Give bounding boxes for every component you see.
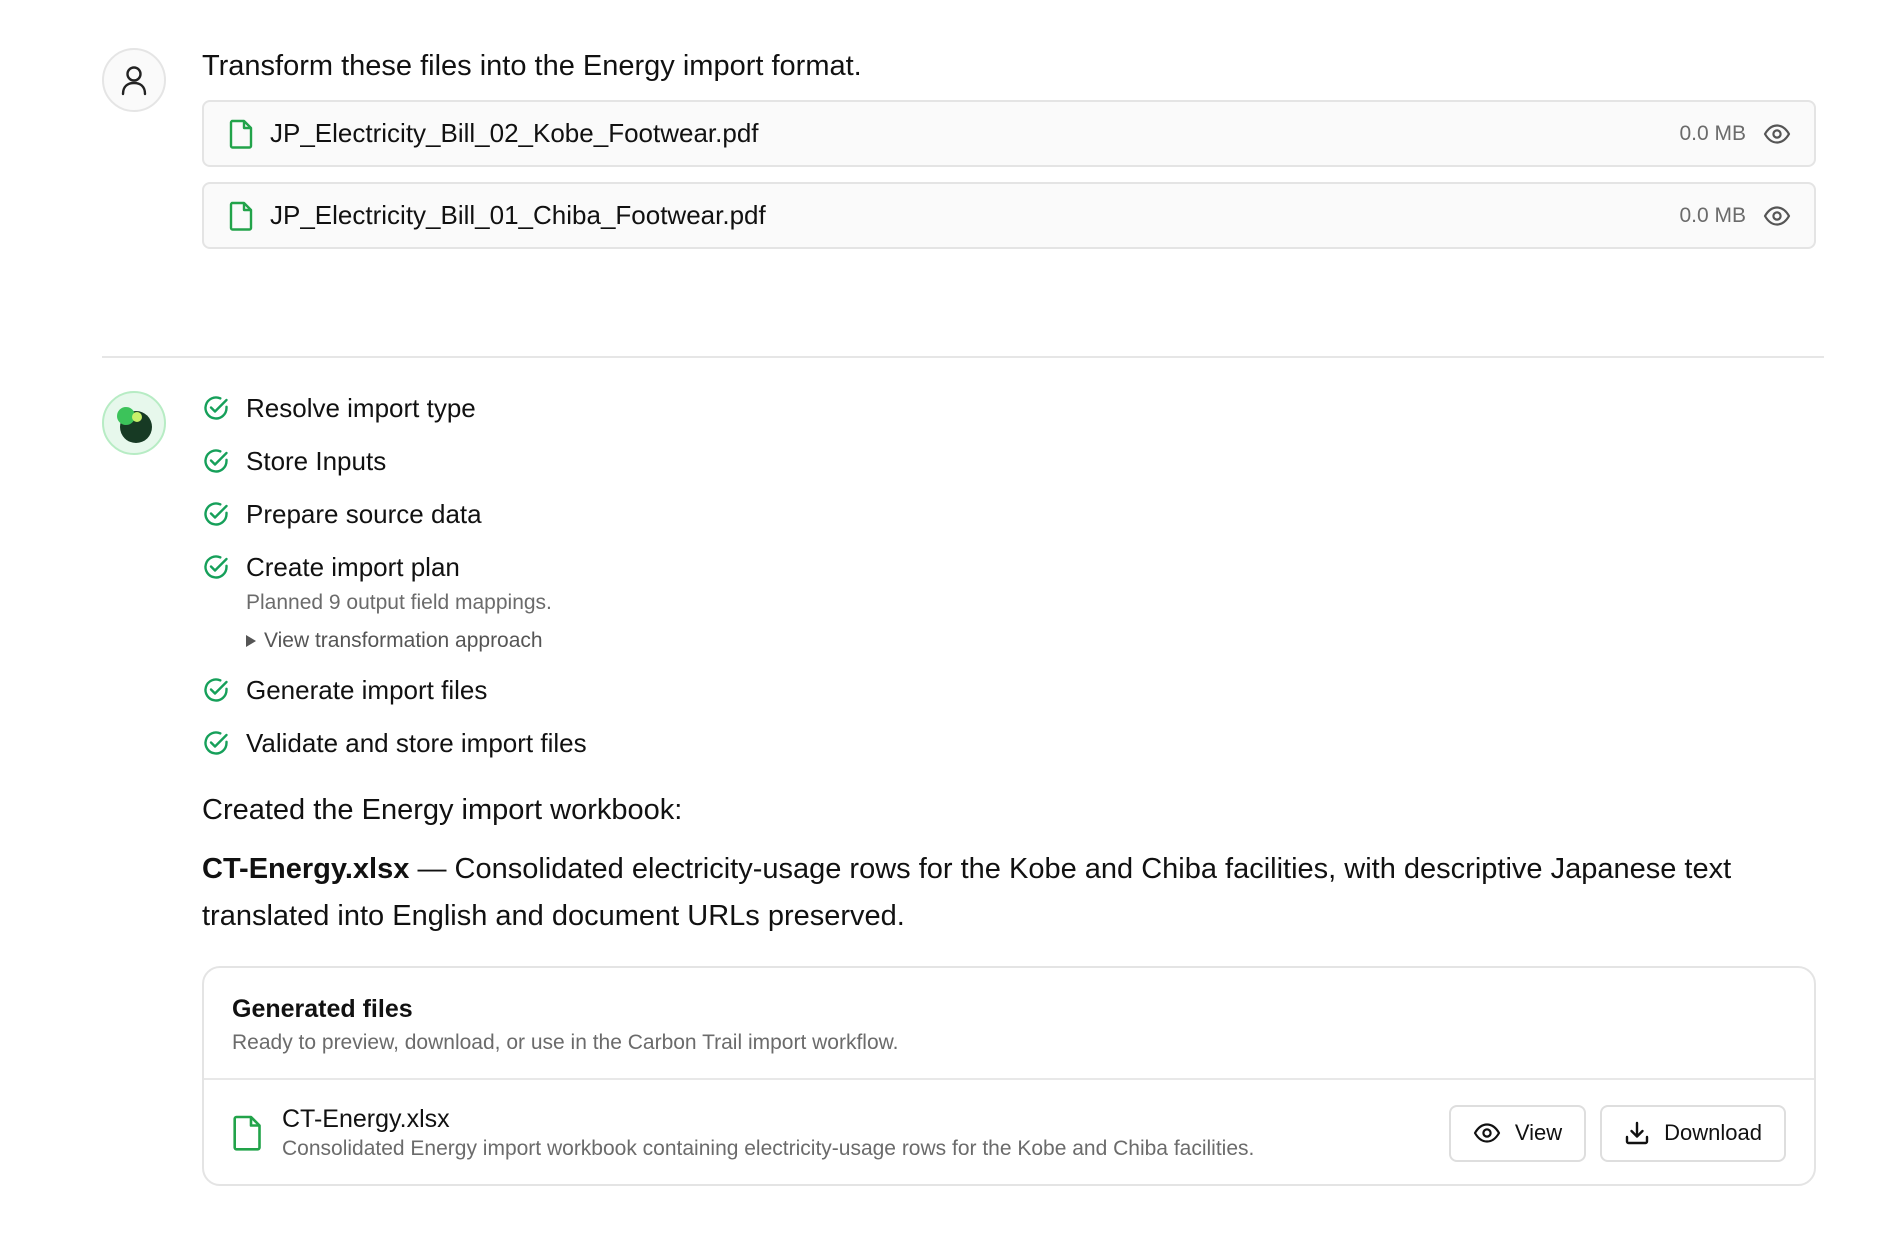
view-transformation-approach-toggle[interactable]	[246, 627, 552, 655]
check-circle-icon	[202, 500, 230, 528]
caret-right-icon	[246, 635, 256, 647]
step-item	[202, 725, 1816, 778]
step-item	[202, 496, 1816, 549]
step-label: Resolve import type	[246, 393, 476, 423]
download-button[interactable]	[1600, 1105, 1786, 1162]
generated-files-header	[204, 968, 1814, 1080]
download-icon	[1624, 1120, 1650, 1146]
eye-icon	[1763, 206, 1791, 226]
attachment-size: 0.0 MB	[1679, 203, 1746, 227]
attachment-name: JP_Electricity_Bill_02_Kobe_Footwear.pdf	[270, 118, 759, 148]
summary-text: — Consolidated electricity-usage rows for the Kobe and Chiba facilities, with descriptive Japanese text translated into English and document URLs preserved.	[202, 853, 1732, 932]
generated-files-title: Generated files	[232, 995, 413, 1023]
eye-icon	[1473, 1123, 1501, 1143]
attachment-size: 0.0 MB	[1679, 121, 1746, 145]
progress-steps	[202, 390, 1816, 778]
attachment-chip[interactable]	[202, 182, 1816, 249]
preview-attachment-button[interactable]	[1762, 201, 1792, 231]
step-item	[202, 549, 1816, 672]
step-label: Prepare source data	[246, 499, 482, 529]
generated-file-description: Consolidated Energy import workbook containing electricity-usage rows for the Kobe and Chiba facilities.	[282, 1137, 1255, 1160]
step-item	[202, 443, 1816, 496]
user-avatar	[102, 48, 166, 112]
toggle-label: View transformation approach	[264, 629, 543, 652]
attachment-name: JP_Electricity_Bill_01_Chiba_Footwear.pdf	[270, 200, 766, 230]
assistant-logo-icon	[111, 400, 157, 446]
attachment-chip[interactable]	[202, 100, 1816, 167]
summary-description	[202, 846, 1816, 940]
view-button-label: View	[1514, 1120, 1563, 1145]
step-label: Store Inputs	[246, 446, 387, 476]
generated-files-card	[202, 966, 1816, 1186]
assistant-avatar	[102, 391, 166, 455]
file-icon	[232, 1115, 262, 1151]
view-button[interactable]	[1449, 1105, 1586, 1162]
file-icon	[228, 119, 254, 149]
step-label: Generate import files	[246, 675, 488, 705]
check-circle-icon	[202, 676, 230, 704]
summary-file-name: CT-Energy.xlsx	[202, 853, 410, 885]
preview-attachment-button[interactable]	[1762, 119, 1792, 149]
summary-title: Created the Energy import workbook:	[202, 794, 683, 826]
download-button-label: Download	[1664, 1120, 1762, 1145]
check-circle-icon	[202, 394, 230, 422]
user-icon	[120, 64, 148, 96]
generated-file-info	[282, 1103, 1449, 1163]
step-label: Create import plan	[246, 552, 460, 582]
check-circle-icon	[202, 553, 230, 581]
step-label: Validate and store import files	[246, 728, 587, 758]
message-divider	[102, 356, 1824, 358]
file-icon	[228, 201, 254, 231]
generated-file-row	[204, 1080, 1814, 1186]
user-message	[202, 46, 1816, 249]
step-item	[202, 672, 1816, 725]
step-item	[202, 390, 1816, 443]
check-circle-icon	[202, 729, 230, 757]
eye-icon	[1763, 124, 1791, 144]
generated-files-subtitle: Ready to preview, download, or use in the Carbon Trail import workflow.	[232, 1031, 899, 1054]
step-detail: Planned 9 output field mappings.	[246, 591, 552, 614]
generated-file-name: CT-Energy.xlsx	[282, 1105, 450, 1133]
check-circle-icon	[202, 447, 230, 475]
user-message-text: Transform these files into the Energy import format.	[202, 50, 862, 82]
